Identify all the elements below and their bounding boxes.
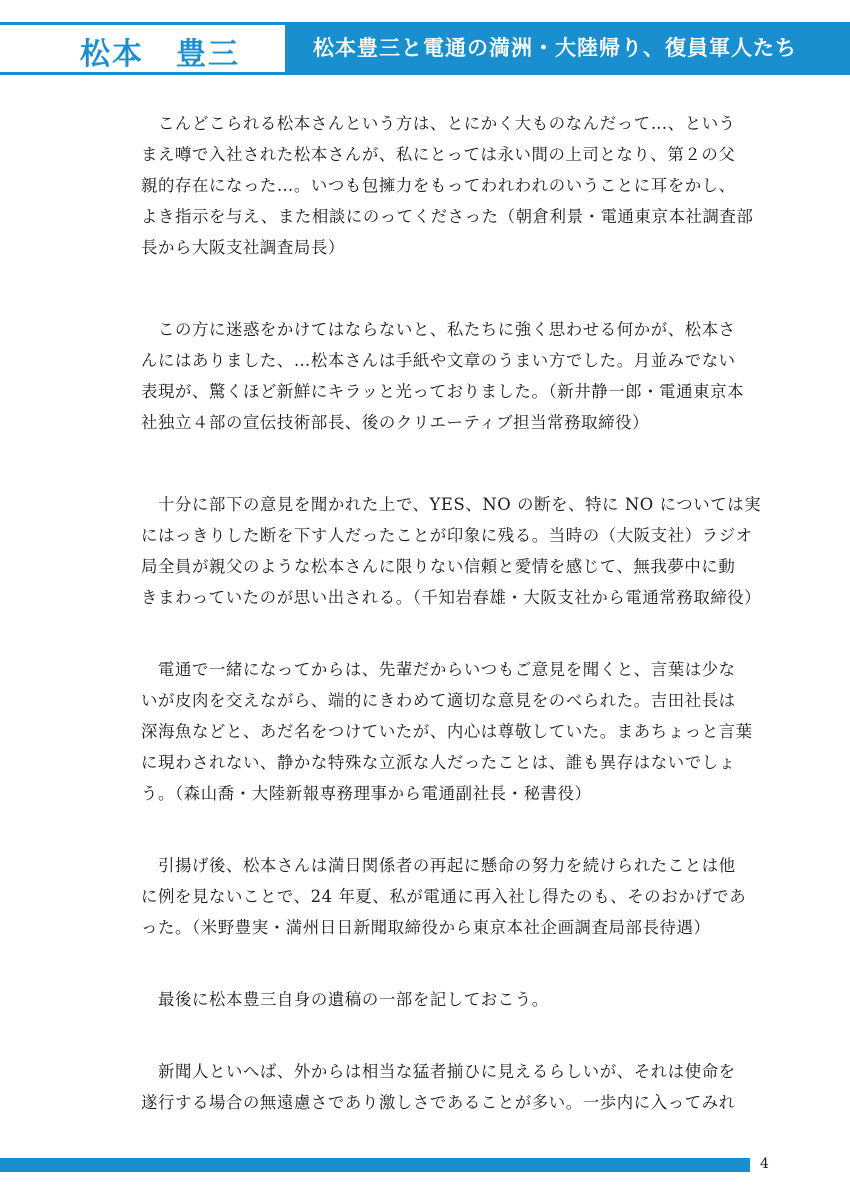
text-line: 局全員が親父のような松本さんに限りない信頼と愛情を感じて、無我夢中に動 <box>141 557 736 576</box>
text-line: 最後に松本豊三自身の遺稿の一部を記しておこう。 <box>141 990 549 1009</box>
text-line: きまわっていたのが思い出される。（千知岩春雄・大阪支社から電通常務取締役） <box>141 588 762 607</box>
text-line: 遂行する場合の無遠慮さであり激しさであることが多い。一歩内に入ってみれ <box>141 1093 736 1112</box>
text-line: 引揚げ後、松本さんは満日関係者の再起に懸命の努力を続けられたことは他 <box>141 856 736 875</box>
text-line: 社独立４部の宣伝技術部長、後のクリエーティブ担当常務取締役） <box>141 413 650 432</box>
author-name: 松本 豊三 <box>80 37 240 72</box>
chapter-title-box <box>285 22 850 75</box>
paragraph-manuscript <box>141 1056 751 1118</box>
body-text <box>141 108 762 1118</box>
text-line: った。（米野豊実・満州日日新聞取締役から東京本社企画調査局部長待遇） <box>141 918 711 937</box>
text-line: いが皮肉を交えながら、端的にきわめて適切な意見をのべられた。吉田社長は <box>141 691 736 710</box>
page-header <box>0 22 850 75</box>
text-line: まえ噂で入社された松本さんが、私にとっては永い間の上司となり、第２の父 <box>141 145 736 164</box>
text-line: 新聞人といへば、外からは相当な猛者揃ひに見えるらしいが、それは使命を <box>141 1062 736 1081</box>
paragraph-yoneno <box>141 850 751 943</box>
text-line: よき指示を与え、また相談にのってくださった（朝倉利景・電通東京本社調査部 <box>141 207 754 226</box>
page-number: 4 <box>760 1156 769 1172</box>
author-name-box <box>0 22 285 75</box>
text-line: に例を見ないことで、24 年夏、私が電通に再入社し得たのも、そのおかげであ <box>141 887 747 906</box>
paragraph-asakura <box>141 108 754 263</box>
paragraph-intro-manuscript <box>141 984 751 1015</box>
text-line: こんどこられる松本さんという方は、とにかく大ものなんだって…、という <box>141 114 736 133</box>
text-line: 長から大阪支社調査局長） <box>141 238 345 257</box>
text-line: う。（森山喬・大陸新報専務理事から電通副社長・秘書役） <box>141 784 592 803</box>
text-line: にはっきりした断を下す人だったことが印象に残る。当時の（大阪支社）ラジオ <box>141 526 753 545</box>
paragraph-chijiiwa <box>141 489 762 613</box>
text-line: 表現が、驚くほど新鮮にキラッと光っておりました。（新井静一郎・電通東京本 <box>141 382 745 401</box>
text-line: 深海魚などと、あだ名をつけていたが、内心は尊敬していた。まあちょっと言葉 <box>141 722 753 741</box>
paragraph-arai <box>141 314 751 438</box>
text-line: に現わされない、静かな特殊な立派な人だったことは、誰も異存はないでしょ <box>141 753 736 772</box>
chapter-title: 松本豊三と電通の満洲・大陸帰り、復員軍人たち <box>313 36 797 60</box>
paragraph-moriyama <box>141 654 751 809</box>
text-line: 十分に部下の意見を聞かれた上で、YES、NO の断を、特に NO については実 <box>141 495 762 514</box>
footer-bar <box>0 1158 750 1172</box>
text-line: 電通で一緒になってからは、先輩だからいつもご意見を聞くと、言葉は少な <box>141 660 736 679</box>
text-line: んにはありました、…松本さんは手紙や文章のうまい方でした。月並みでない <box>141 351 736 370</box>
text-line: この方に迷惑をかけてはならないと、私たちに強く思わせる何かが、松本さ <box>141 320 736 339</box>
text-line: 親的存在になった…。いつも包擁力をもってわれわれのいうことに耳をかし、 <box>141 176 736 195</box>
